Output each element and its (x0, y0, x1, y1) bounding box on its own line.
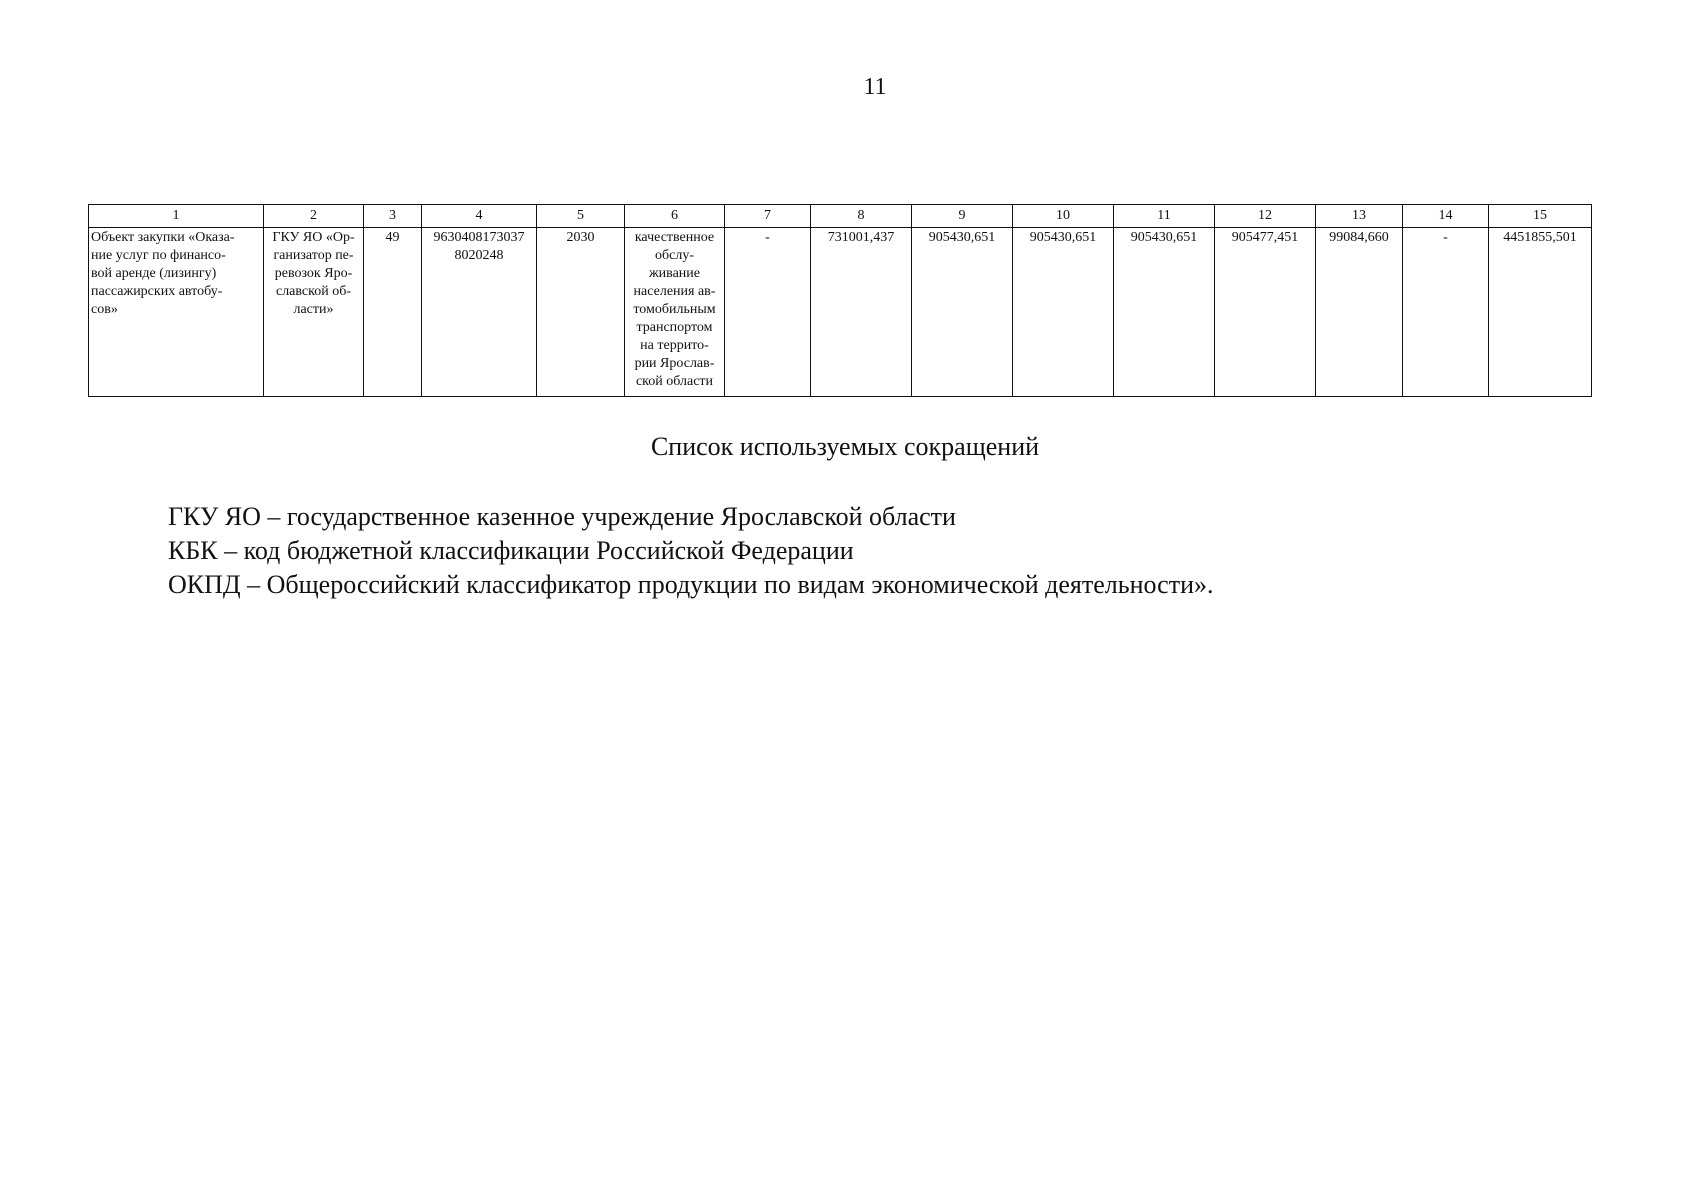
table-header-row (89, 205, 1592, 228)
table-cell: 49 (364, 228, 422, 397)
amount-cell: 731001,437 (811, 228, 912, 397)
column-header: 13 (1316, 205, 1403, 228)
data-table (88, 204, 1592, 397)
purpose-cell: качественное обслу- живание населения ав- томобильным транспортом на террито- рии Ярослав- ской области (625, 228, 725, 397)
total-amount-cell: 4451855,501 (1489, 228, 1592, 397)
table-cell: - (725, 228, 811, 397)
abbreviations-list (168, 500, 1214, 602)
column-header: 14 (1403, 205, 1489, 228)
amount-cell: 905477,451 (1215, 228, 1316, 397)
table-row (89, 228, 1592, 397)
amount-cell: 905430,651 (1114, 228, 1215, 397)
column-header: 2 (264, 205, 364, 228)
column-header: 5 (537, 205, 625, 228)
table-cell: - (1403, 228, 1489, 397)
amount-cell: 905430,651 (912, 228, 1013, 397)
column-header: 11 (1114, 205, 1215, 228)
abbreviation-item: ГКУ ЯО – государственное казенное учреждение Ярославской области (168, 502, 956, 531)
column-header: 8 (811, 205, 912, 228)
column-header: 10 (1013, 205, 1114, 228)
abbreviations-title: Список используемых сокращений (650, 432, 1040, 461)
column-header: 12 (1215, 205, 1316, 228)
column-header: 7 (725, 205, 811, 228)
column-header: 3 (364, 205, 422, 228)
column-header: 15 (1489, 205, 1592, 228)
abbreviation-item: ОКПД – Общероссийский классификатор продукции по видам экономической деятельности». (168, 570, 1214, 599)
column-header: 6 (625, 205, 725, 228)
page-number: 11 (863, 74, 887, 100)
procurement-object-cell: Объект закупки «Оказа- ние услуг по финансо- вой аренде (лизингу) пассажирских автобу- сов» (89, 228, 264, 397)
year-cell: 2030 (537, 228, 625, 397)
column-header: 1 (89, 205, 264, 228)
abbreviation-item: КБК – код бюджетной классификации Российской Федерации (168, 536, 854, 565)
amount-cell: 905430,651 (1013, 228, 1114, 397)
column-header: 9 (912, 205, 1013, 228)
column-header: 4 (422, 205, 537, 228)
customer-cell: ГКУ ЯО «Ор- ганизатор пе- ревозок Яро- славской об- ласти» (264, 228, 364, 397)
code-cell: 9630408173037 8020248 (422, 228, 537, 397)
amount-cell: 99084,660 (1316, 228, 1403, 397)
